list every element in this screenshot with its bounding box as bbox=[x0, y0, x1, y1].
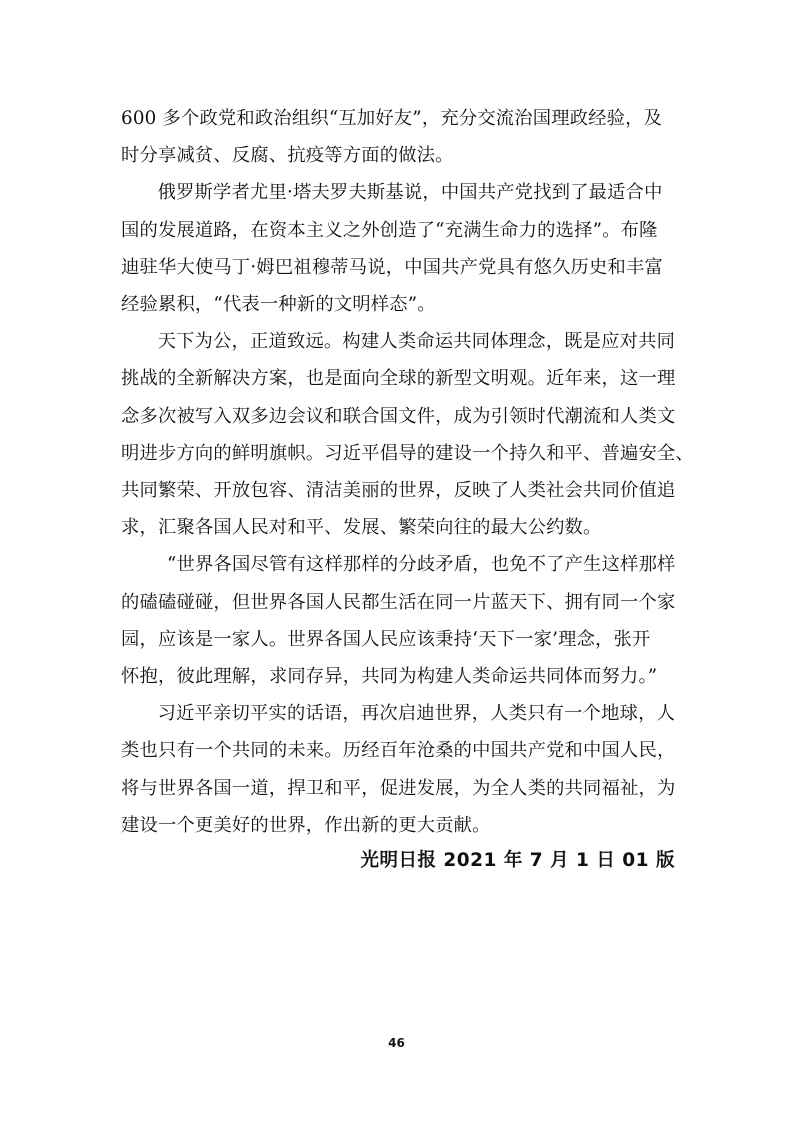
paragraph-5 bbox=[121, 695, 677, 844]
text-line: 时分享减贫、反腐、抗疫等方面的做法。 bbox=[121, 145, 454, 167]
text-line: “世界各国尽管有这样那样的分歧矛盾，也免不了产生这样那样 bbox=[167, 554, 676, 576]
text-line: 挑战的全新解决方案，也是面向全球的新型文明观。近年来，这一理 bbox=[121, 368, 676, 390]
text-line: 经验累积，“代表一种新的文明样态”。 bbox=[121, 294, 436, 316]
source-citation: 光明日报 2021 年 7 月 1 日 01 版 bbox=[360, 850, 675, 871]
article-body bbox=[121, 100, 694, 844]
text-line: 类也只有一个共同的未来。历经百年沧桑的中国共产党和中国人民， bbox=[121, 740, 676, 762]
quote-paragraph bbox=[121, 546, 677, 695]
text-line: 迪驻华大使马丁·姆巴祖穆蒂马说，中国共产党具有悠久历史和丰富 bbox=[121, 256, 663, 278]
text-line: 念多次被写入双多边会议和联合国文件，成为引领时代潮流和人类文 bbox=[121, 405, 676, 427]
text-line: 习近平亲切平实的话语，再次启迪世界，人类只有一个地球，人 bbox=[157, 703, 676, 725]
text-line: 求，汇聚各国人民对和平、发展、繁荣向往的最大公约数。 bbox=[121, 517, 602, 539]
text-line: 600 多个政党和政治组织“互加好友”，充分交流治国理政经验，及 bbox=[121, 108, 663, 129]
paragraph-3 bbox=[121, 323, 694, 546]
text-line: 的磕磕碰碰，但世界各国人民都生活在同一片蓝天下、拥有同一个家 bbox=[121, 591, 676, 613]
text-line: 明进步方向的鲜明旗帜。习近平倡导的建设一个持久和平、普遍安全、 bbox=[121, 442, 694, 464]
text-line: 共同繁荣、开放包容、清洁美丽的世界，反映了人类社会共同价值追 bbox=[121, 480, 676, 502]
text-line: 建设一个更美好的世界，作出新的更大贡献。 bbox=[121, 814, 491, 836]
text-line: 国的发展道路，在资本主义之外创造了“充满生命力的选择”。布隆 bbox=[121, 219, 658, 241]
paragraph-1 bbox=[121, 100, 677, 174]
page-number: 46 bbox=[388, 1036, 405, 1050]
text-line: 俄罗斯学者尤里·塔夫罗夫斯基说，中国共产党找到了最适合中 bbox=[157, 182, 663, 204]
text-line: 怀抱，彼此理解，求同存异，共同为构建人类命运共同体而努力。” bbox=[121, 666, 658, 688]
text-line: 天下为公，正道致远。构建人类命运共同体理念，既是应对共同 bbox=[157, 331, 676, 353]
text-line: 将与世界各国一道，捍卫和平，促进发展，为全人类的共同福祉，为 bbox=[121, 777, 676, 799]
paragraph-2 bbox=[121, 174, 677, 323]
text-line: 园，应该是一家人。世界各国人民应该秉持‘天下一家’理念，张开 bbox=[121, 628, 651, 650]
